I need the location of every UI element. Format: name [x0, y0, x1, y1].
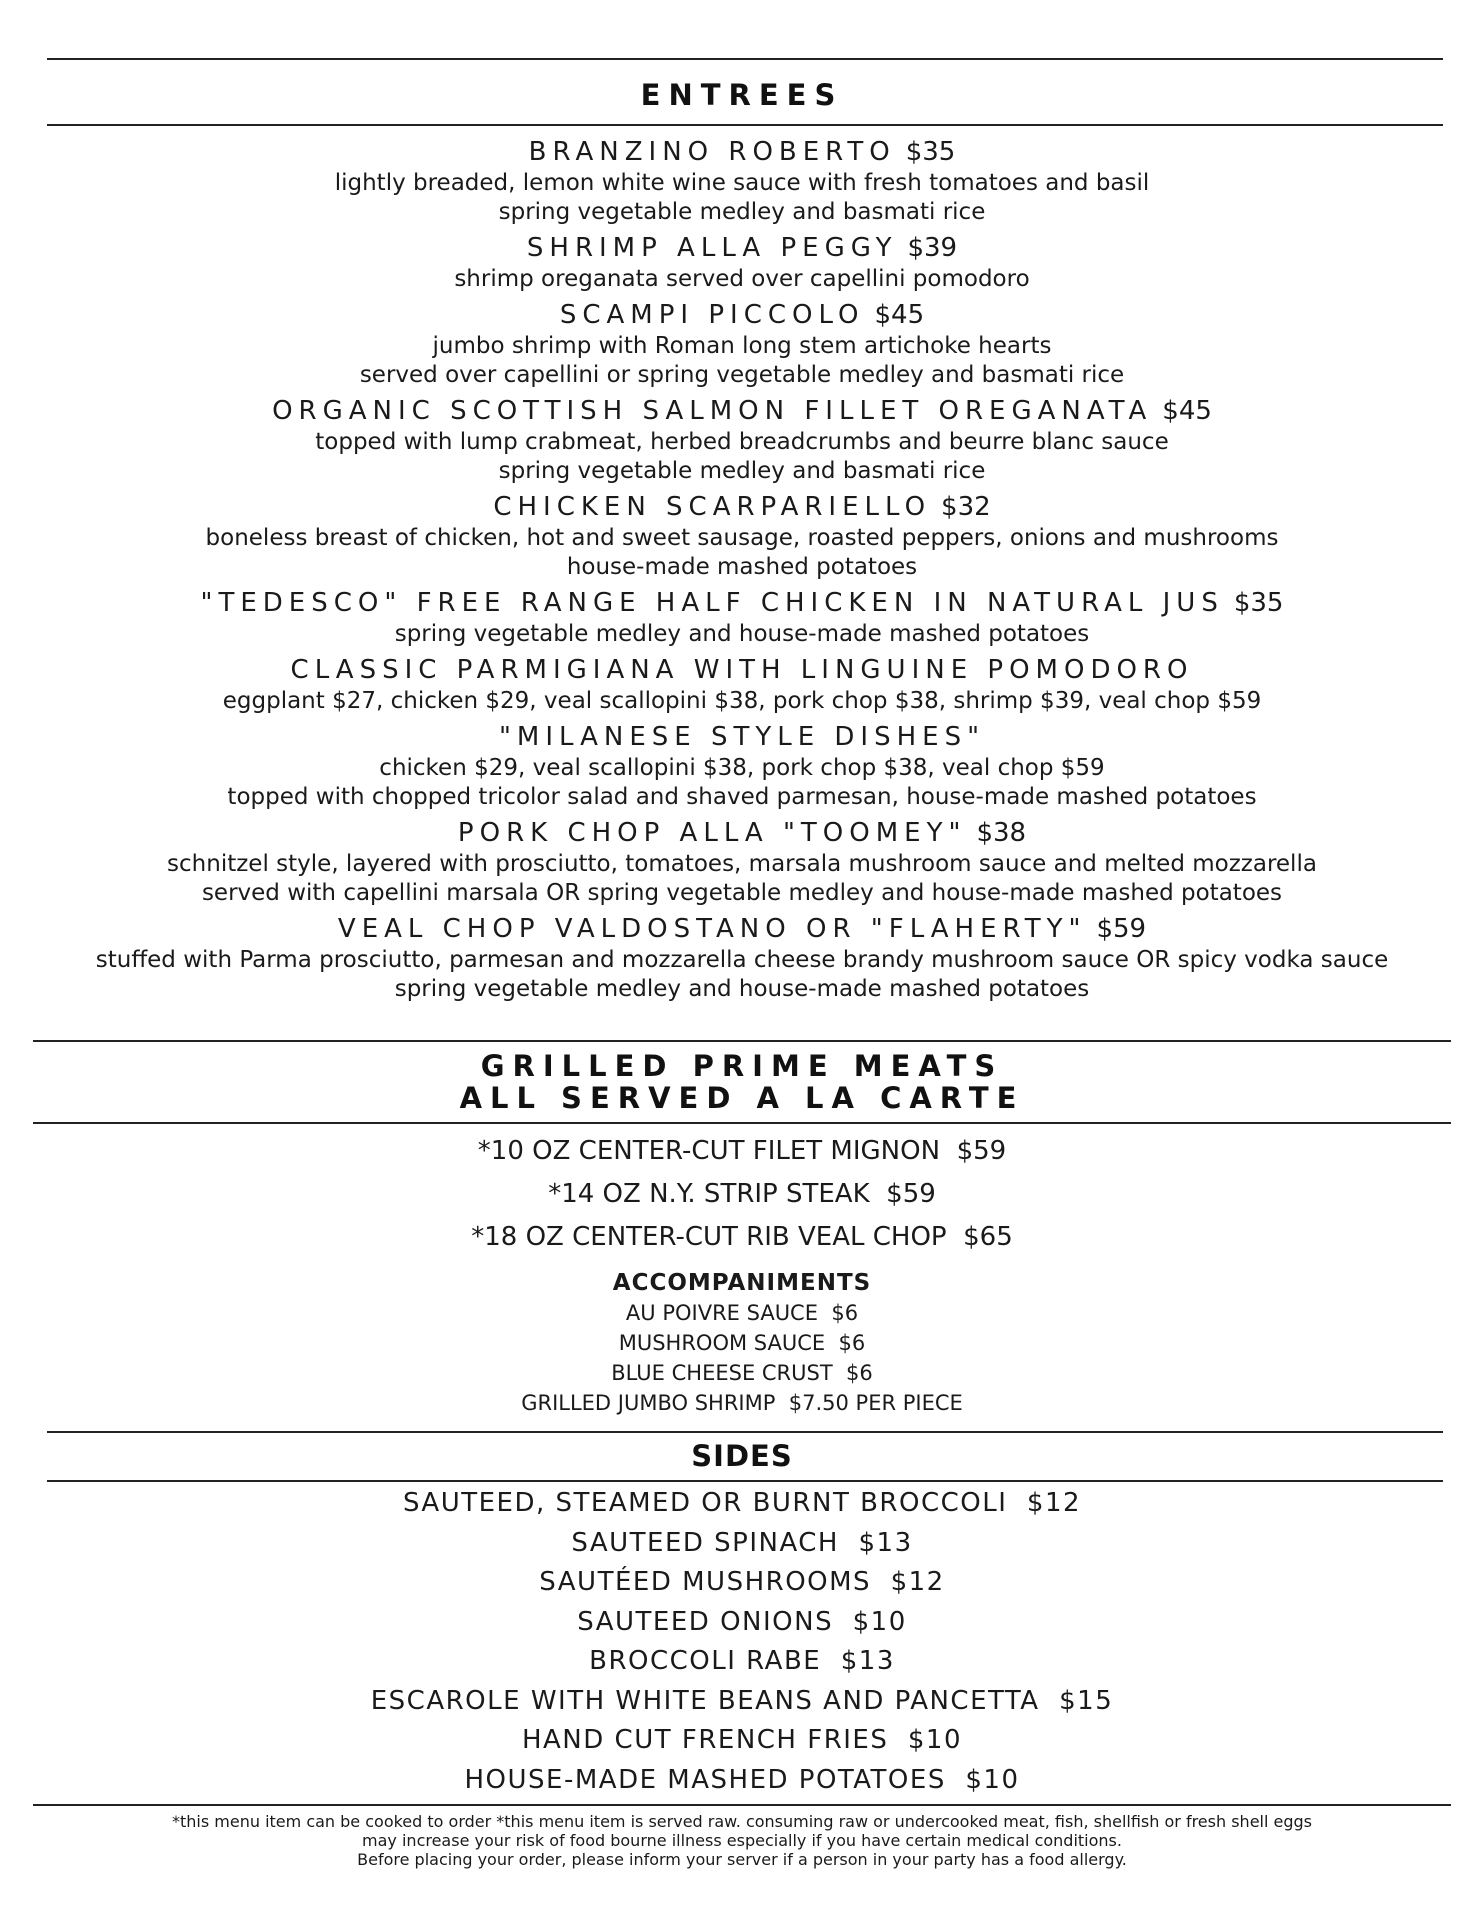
top-rule — [47, 58, 1443, 60]
entree-item — [0, 135, 1484, 227]
accompaniment-item: GRILLED JUMBO SHRIMP $7.50 PER PIECE — [521, 1391, 963, 1415]
entree-description: topped with lump crabmeat, herbed breadcrumbs and beurre blanc sauce — [315, 429, 1169, 455]
entree-price: $32 — [941, 492, 991, 522]
entree-description: shrimp oreganata served over capellini pomodoro — [454, 266, 1030, 292]
disclaimer-line: may increase your risk of food bourne illness especially if you have certain medical conditions. — [362, 1831, 1122, 1850]
accompaniments-title: ACCOMPANIMENTS — [612, 1270, 872, 1296]
accompaniment-item: BLUE CHEESE CRUST $6 — [611, 1361, 873, 1385]
accompaniment-item: MUSHROOM SAUCE $6 — [618, 1331, 866, 1355]
entree-description: spring vegetable medley and house-made mashed potatoes — [394, 976, 1090, 1002]
meat-item: *18 OZ CENTER-CUT RIB VEAL CHOP $65 — [471, 1222, 1013, 1252]
side-item: HOUSE-MADE MASHED POTATOES $10 — [464, 1764, 1020, 1795]
entree-name-text: PORK CHOP ALLA "TOOMEY" — [457, 818, 967, 848]
entree-description: chicken $29, veal scallopini $38, pork chop $38, veal chop $59 — [379, 755, 1105, 781]
entree-description: boneless breast of chicken, hot and sweet sausage, roasted peppers, onions and mushrooms — [205, 525, 1279, 551]
entree-description: lightly breaded, lemon white wine sauce with fresh tomatoes and basil — [334, 170, 1150, 196]
entree-name-text: "TEDESCO" FREE RANGE HALF CHICKEN IN NATURAL JUS — [200, 588, 1224, 618]
entree-name — [0, 231, 1484, 265]
footer-rule — [33, 1804, 1451, 1806]
entree-item — [0, 653, 1484, 716]
entrees-list — [0, 135, 1484, 1004]
entree-item — [0, 720, 1484, 812]
entree-item — [0, 816, 1484, 908]
entree-price: $59 — [1096, 914, 1147, 944]
entree-name — [0, 653, 1484, 687]
entree-name — [0, 720, 1484, 754]
side-item: BROCCOLI RABE $13 — [589, 1646, 895, 1676]
entrees-title-rule — [47, 124, 1443, 126]
entree-name — [0, 816, 1484, 850]
entree-name-text: VEAL CHOP VALDOSTANO OR "FLAHERTY" — [337, 914, 1087, 944]
entree-name-text: CLASSIC PARMIGIANA WITH LINGUINE POMODORO — [290, 655, 1194, 685]
accompaniment-item: AU POIVRE SAUCE $6 — [625, 1301, 859, 1325]
entree-item — [0, 231, 1484, 294]
entree-description: spring vegetable medley and basmati rice — [498, 458, 986, 484]
entrees-title: ENTREES — [640, 78, 844, 112]
sides-title: SIDES — [691, 1439, 793, 1473]
side-item: SAUTEED, STEAMED OR BURNT BROCCOLI $12 — [402, 1488, 1082, 1518]
entree-name — [0, 135, 1484, 169]
entree-name-text: SHRIMP ALLA PEGGY — [526, 233, 898, 263]
side-item: SAUTEED ONIONS $10 — [577, 1606, 907, 1637]
entree-item — [0, 490, 1484, 582]
allergy-disclaimer — [0, 1812, 1484, 1869]
entree-name-text: SCAMPI PICCOLO — [559, 300, 865, 330]
entree-description: house-made mashed potatoes — [566, 554, 918, 580]
entree-price: $38 — [976, 818, 1027, 848]
sides-top-rule — [47, 1431, 1443, 1433]
sides-title-rule — [47, 1480, 1443, 1482]
entree-price: $35 — [1233, 588, 1284, 618]
side-item: SAUTEED SPINACH $13 — [571, 1527, 913, 1558]
entree-name-text: CHICKEN SCARPARIELLO — [493, 492, 932, 522]
meat-item: *10 OZ CENTER-CUT FILET MIGNON $59 — [477, 1136, 1007, 1166]
entree-description: topped with chopped tricolor salad and shaved parmesan, house-made mashed potatoes — [227, 784, 1257, 810]
entree-name — [0, 394, 1484, 428]
sides-list — [0, 1484, 1484, 1800]
entree-description: stuffed with Parma prosciutto, parmesan and mozzarella cheese brandy mushroom sauce OR spicy vodka sauce — [95, 947, 1389, 973]
meats-top-rule — [33, 1040, 1451, 1042]
entree-description: schnitzel style, layered with prosciutto, tomatoes, marsala mushroom sauce and melted mozzarella — [167, 851, 1317, 877]
entree-description: served over capellini or spring vegetable medley and basmati rice — [359, 362, 1125, 388]
meats-title-rule — [33, 1122, 1451, 1124]
disclaimer-line: Before placing your order, please inform your server if a person in your party has a food allergy. — [357, 1850, 1127, 1869]
entree-description: served with capellini marsala OR spring vegetable medley and house-made mashed potatoes — [201, 880, 1283, 906]
entree-name — [0, 586, 1484, 620]
disclaimer-line: *this menu item can be cooked to order *this menu item is served raw. consuming raw or undercooked meat, fish, shellfish or fresh shell eggs — [172, 1812, 1312, 1831]
entree-price: $35 — [905, 137, 956, 167]
meats-title-line2: ALL SERVED A LA CARTE — [459, 1081, 1025, 1115]
entree-name — [0, 912, 1484, 946]
entree-price: $39 — [907, 233, 958, 263]
side-item: SAUTÉED MUSHROOMS $12 — [539, 1567, 945, 1597]
side-item: HAND CUT FRENCH FRIES $10 — [521, 1725, 963, 1755]
meat-item: *14 OZ N.Y. STRIP STEAK $59 — [548, 1179, 936, 1209]
entree-item — [0, 586, 1484, 649]
entree-name-text: "MILANESE STYLE DISHES" — [498, 722, 986, 752]
entree-name-text: BRANZINO ROBERTO — [528, 137, 896, 167]
entree-item — [0, 912, 1484, 1004]
accompaniments-list — [0, 1298, 1484, 1418]
entree-name — [0, 298, 1484, 332]
entree-description: spring vegetable medley and house-made mashed potatoes — [394, 621, 1090, 647]
entree-name — [0, 490, 1484, 524]
entree-price: $45 — [1162, 396, 1212, 426]
meats-list — [0, 1130, 1484, 1259]
entree-description: spring vegetable medley and basmati rice — [498, 199, 986, 225]
entree-price: $45 — [874, 300, 925, 330]
entree-description: jumbo shrimp with Roman long stem artichoke hearts — [432, 333, 1052, 359]
entree-item — [0, 394, 1484, 486]
entree-item — [0, 298, 1484, 390]
entree-name-text: ORGANIC SCOTTISH SALMON FILLET OREGANATA — [272, 396, 1153, 426]
meats-title-line1: GRILLED PRIME MEATS — [480, 1049, 1004, 1083]
side-item: ESCAROLE WITH WHITE BEANS AND PANCETTA $15 — [370, 1685, 1114, 1716]
entree-description: eggplant $27, chicken $29, veal scallopini $38, pork chop $38, shrimp $39, veal chop $59 — [222, 688, 1262, 714]
